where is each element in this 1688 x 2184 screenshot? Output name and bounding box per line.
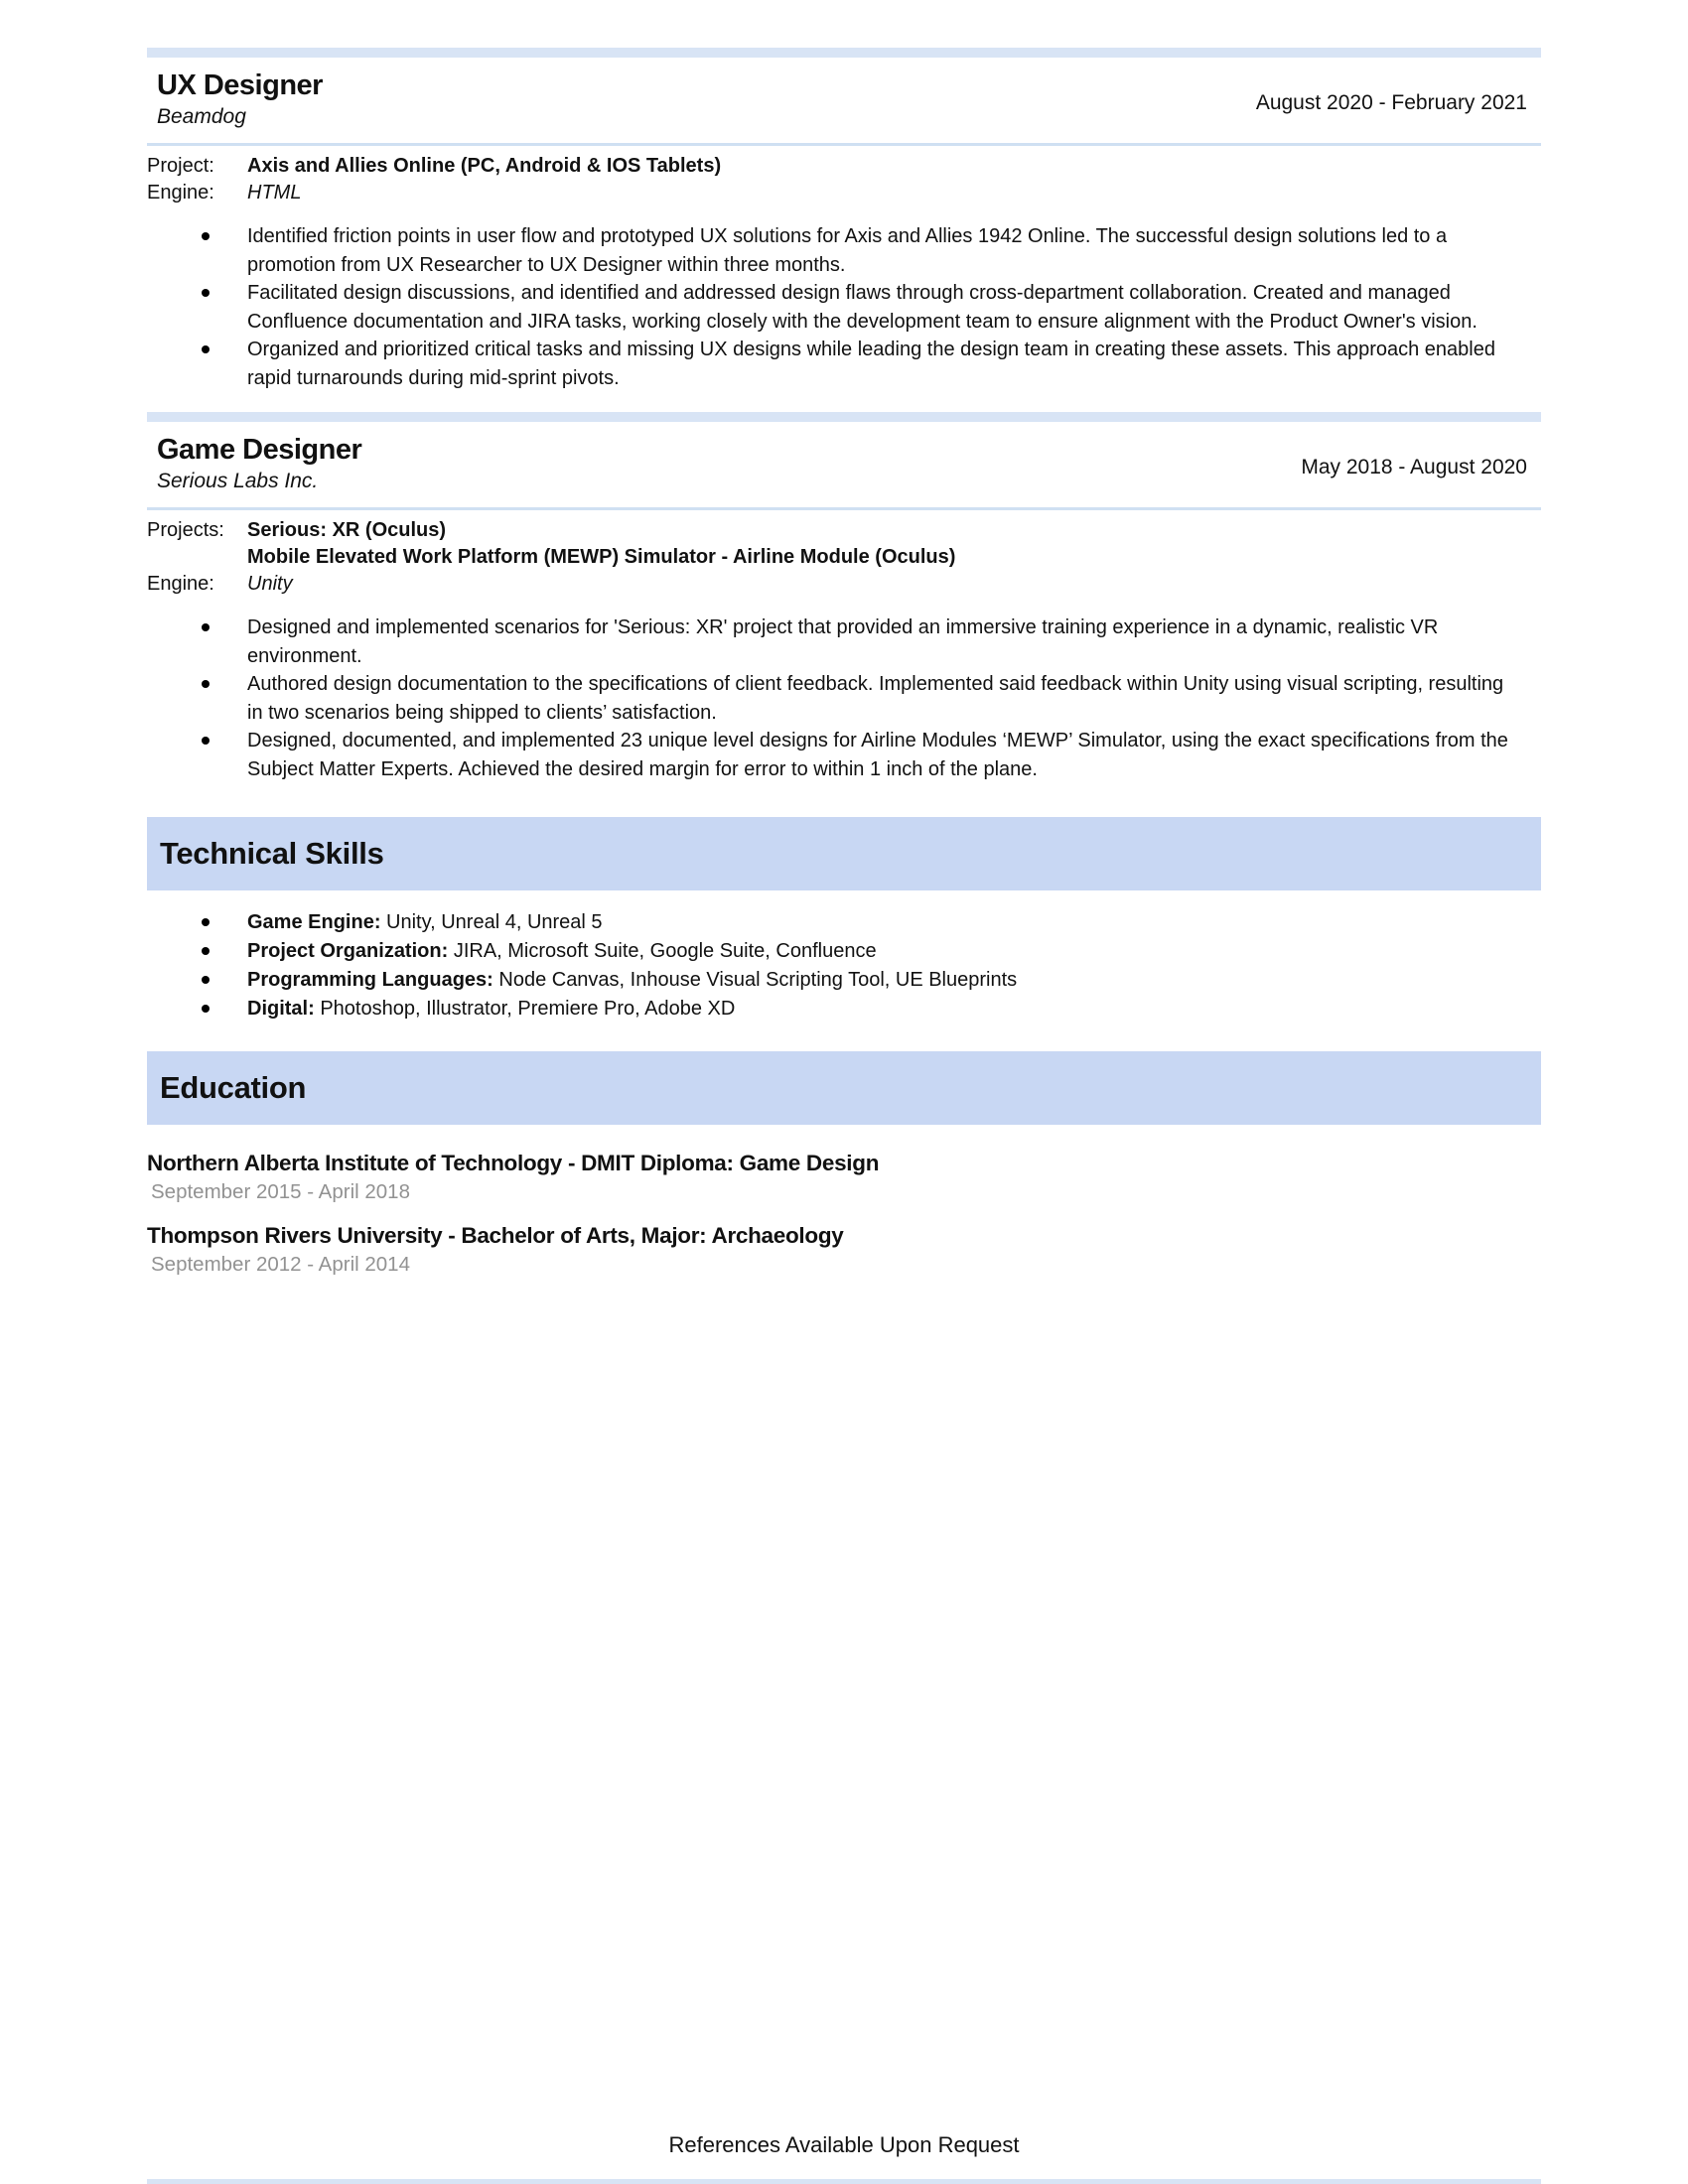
- engine-row: [147, 180, 1541, 206]
- project-line: Mobile Elevated Work Platform (MEWP) Simulator - Airline Module (Oculus): [247, 546, 956, 568]
- project-line: Serious: XR (Oculus): [247, 519, 447, 541]
- references-footer: References Available Upon Request: [668, 2132, 1020, 2157]
- job-title-block: [157, 68, 323, 131]
- project-label: Project:: [147, 155, 214, 177]
- job-header-ux-designer: [147, 68, 1541, 131]
- skill-value: Node Canvas, Inhouse Visual Scripting Tool, UE Blueprints: [498, 969, 1018, 991]
- projects-row: [147, 517, 1541, 571]
- engine-value: Unity: [247, 573, 293, 595]
- technical-skills-banner: [147, 817, 1541, 890]
- education-entry: [147, 1221, 1541, 1278]
- skill-value: Unity, Unreal 4, Unreal 5: [386, 911, 603, 933]
- job-title: UX Designer: [157, 69, 323, 101]
- technical-skills-heading: Technical Skills: [160, 836, 384, 871]
- job-bullet: Organized and prioritized critical tasks and missing UX designs while leading the design team in creating these assets. This approach enabled rapid turnarounds during mid-sprint pivots.: [247, 336, 1524, 392]
- engine-row: [147, 571, 1541, 598]
- projects-label: Projects:: [147, 519, 224, 541]
- job-bullet: Designed, documented, and implemented 23 unique level designs for Airline Modules ‘MEWP’ Simulator, using the exact specifications from the Subject Matter Experts. Achieved the desired margin for error to within 1 inch of the plane.: [247, 727, 1524, 783]
- skill-label: Programming Languages:: [247, 969, 493, 991]
- education-banner: [147, 1051, 1541, 1125]
- education-heading: Education: [160, 1070, 307, 1105]
- job-meta: [147, 153, 1541, 206]
- section-divider-bar: [147, 412, 1541, 422]
- skill-item: [247, 937, 1524, 966]
- skill-item: [247, 908, 1524, 937]
- job-bullet-list: [147, 222, 1541, 392]
- engine-value: HTML: [247, 182, 302, 204]
- job-meta: [147, 517, 1541, 598]
- skill-value: JIRA, Microsoft Suite, Google Suite, Confluence: [453, 940, 877, 962]
- skill-label: Project Organization:: [247, 940, 449, 962]
- skill-item: [247, 995, 1524, 1024]
- resume-content: [147, 48, 1541, 1278]
- job-bullet: Authored design documentation to the specifications of client feedback. Implemented said feedback within Unity using visual scripting, resulting in two scenarios being shipped to clients’ satisfaction.: [247, 670, 1524, 727]
- engine-label: Engine:: [147, 573, 214, 595]
- skill-item: [247, 966, 1524, 995]
- job-company: Beamdog: [157, 105, 246, 128]
- education-dates: September 2015 - April 2018: [151, 1180, 410, 1203]
- skills-list: [147, 908, 1541, 1024]
- job-bullet-list: [147, 614, 1541, 783]
- job-header-rule: [147, 143, 1541, 146]
- project-value: [247, 517, 955, 571]
- job-company: Serious Labs Inc.: [157, 470, 319, 492]
- education-title: Northern Alberta Institute of Technology - DMIT Diploma: Game Design: [147, 1151, 880, 1175]
- engine-label: Engine:: [147, 182, 214, 204]
- project-value: Axis and Allies Online (PC, Android & IOS Tablets): [247, 155, 722, 177]
- section-divider-bar: [147, 48, 1541, 58]
- job-bullet: Designed and implemented scenarios for 'Serious: XR' project that provided an immersive training experience in a dynamic, realistic VR environment.: [247, 614, 1524, 670]
- project-row: [147, 153, 1541, 180]
- job-title-block: [157, 432, 361, 495]
- skill-value: Photoshop, Illustrator, Premiere Pro, Adobe XD: [320, 998, 736, 1020]
- job-header-rule: [147, 507, 1541, 510]
- education-title: Thompson Rivers University - Bachelor of Arts, Major: Archaeology: [147, 1223, 844, 1248]
- job-bullet: Identified friction points in user flow and prototyped UX solutions for Axis and Allies 1942 Online. The successful design solutions led to a promotion from UX Researcher to UX Designer within three months.: [247, 222, 1524, 279]
- job-title: Game Designer: [157, 434, 362, 466]
- education-dates: September 2012 - April 2014: [151, 1253, 410, 1276]
- skill-label: Digital:: [247, 998, 315, 1020]
- job-dates: May 2018 - August 2020: [1301, 456, 1527, 478]
- job-dates: August 2020 - February 2021: [1255, 91, 1527, 114]
- education-entry: [147, 1149, 1541, 1205]
- job-header-game-designer: [147, 432, 1541, 495]
- skill-label: Game Engine:: [247, 911, 381, 933]
- bottom-divider-bar: [147, 2179, 1541, 2184]
- job-bullet: Facilitated design discussions, and identified and addressed design flaws through cross-department collaboration. Created and managed Confluence documentation and JIRA tasks, working closely with the development team to ensure alignment with the Product Owner's vision.: [247, 279, 1524, 336]
